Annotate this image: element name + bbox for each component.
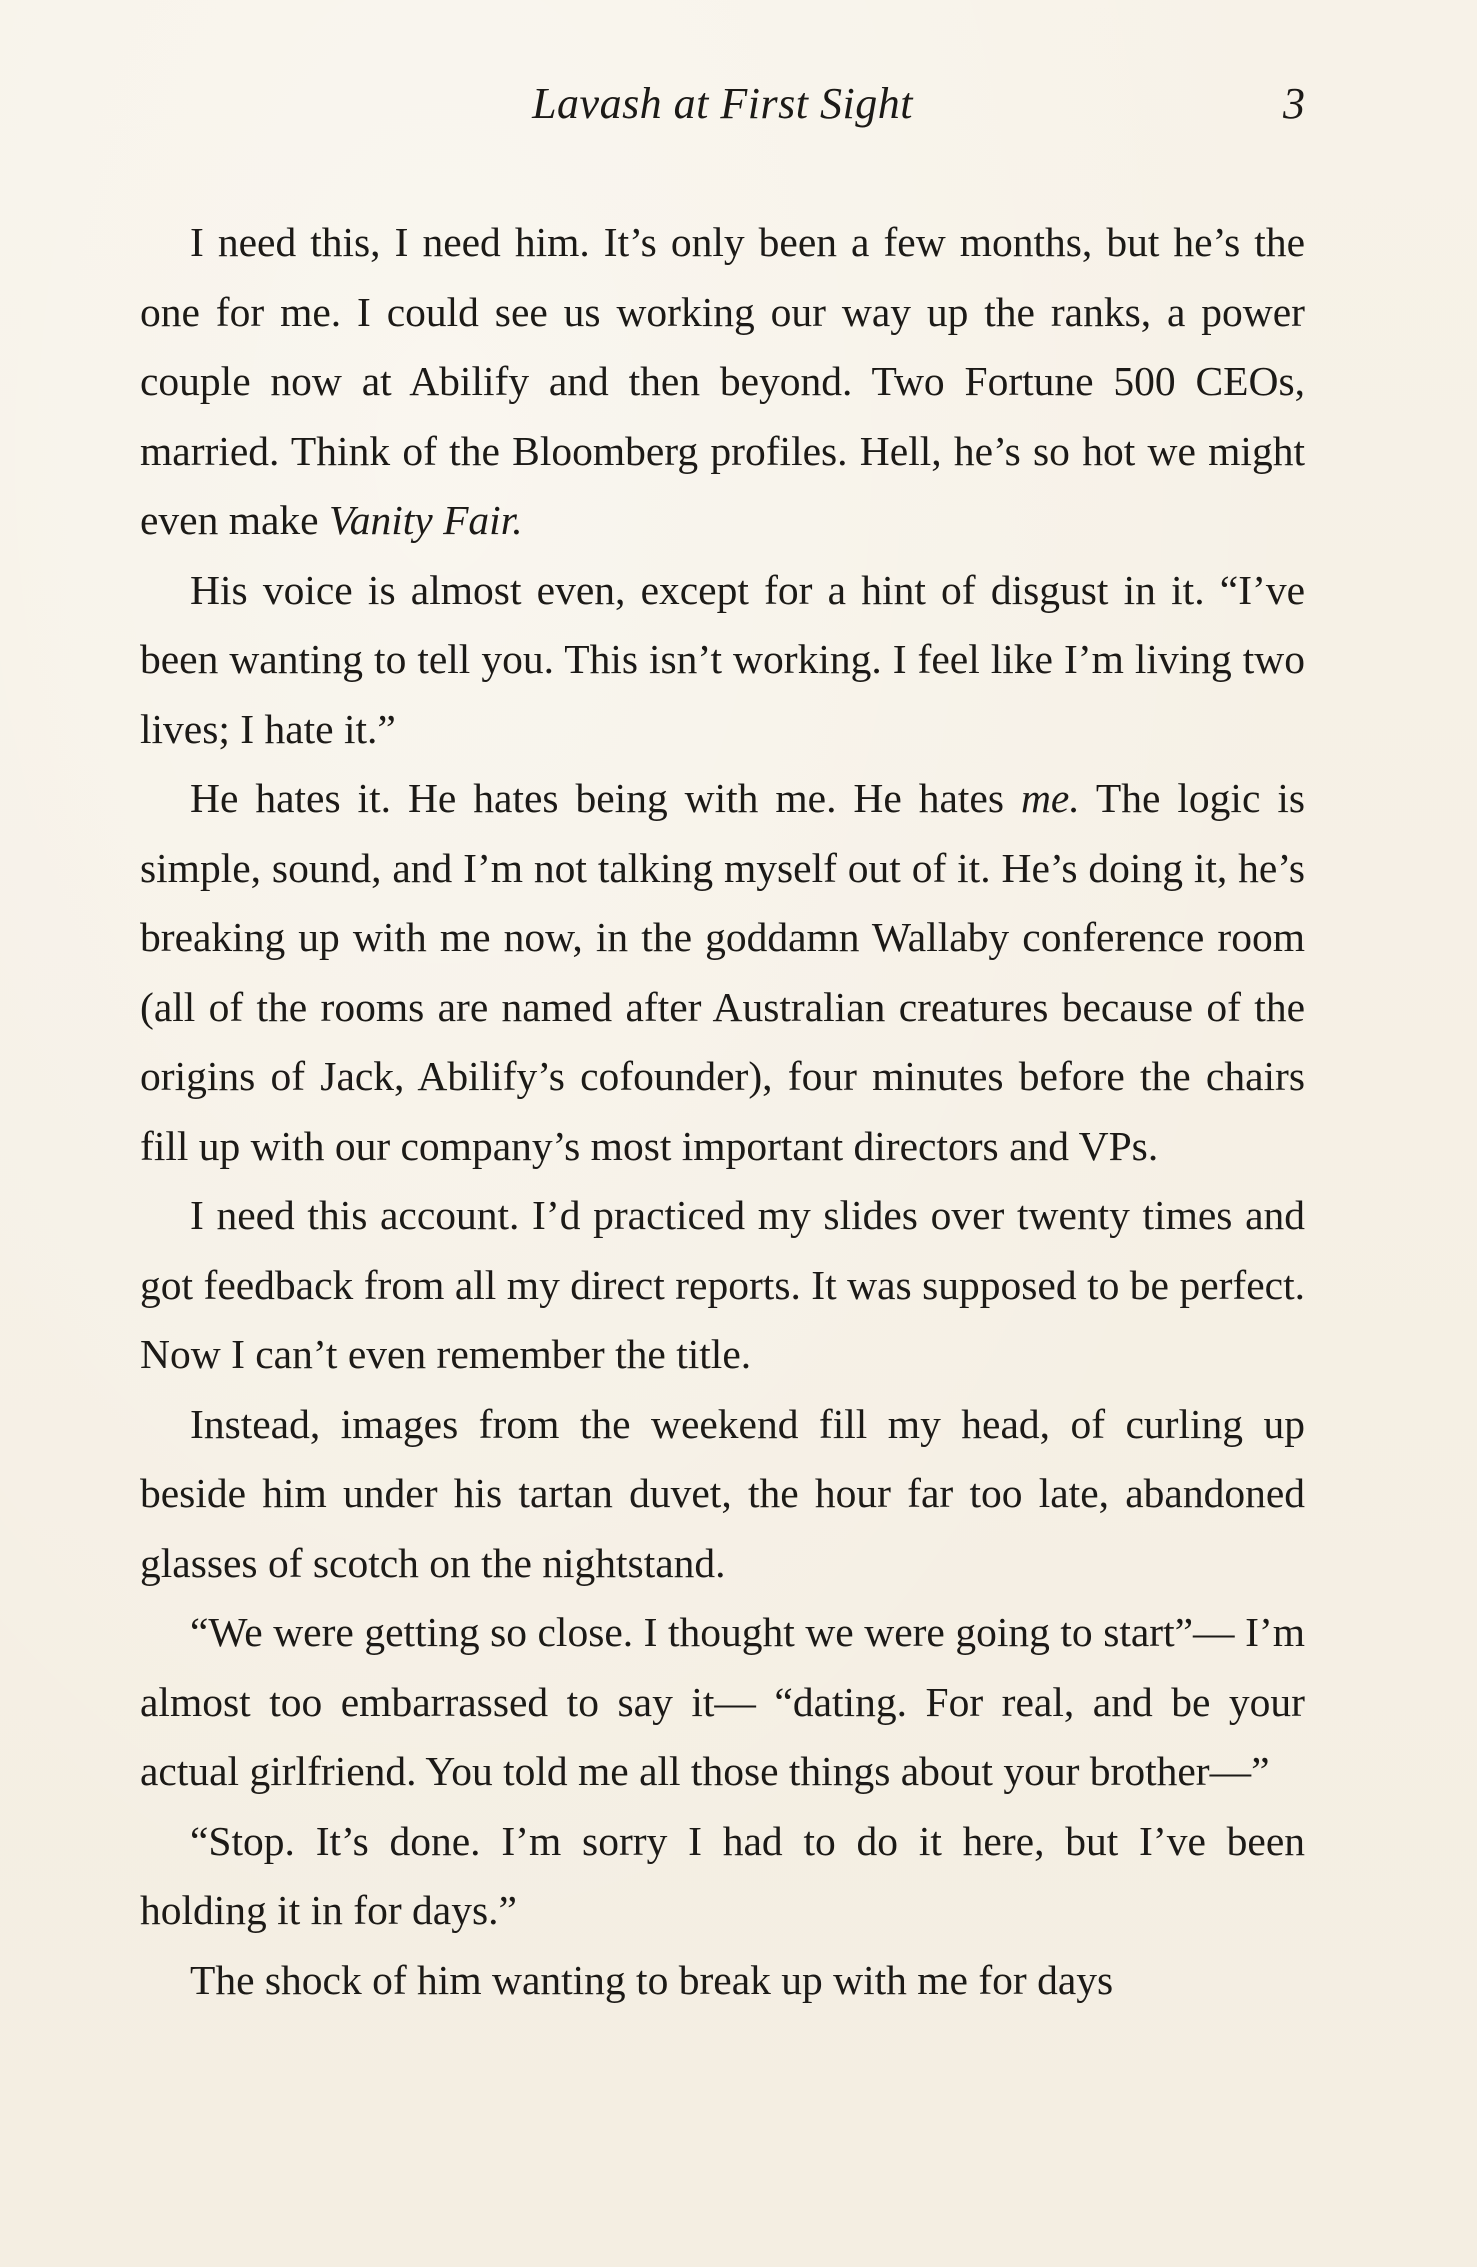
book-title: Lavash at First Sight bbox=[532, 79, 913, 128]
paragraph-1: I need this, I need him. It’s only been a few months, but he’s the one for me. I could see us working our way up the ranks, a power couple now at Abilify and then beyond. Two Fortune 500 CEOs, married. Think of the Bloomberg profiles. Hell, he’s so hot we might even make Vanity Fair. bbox=[140, 219, 1305, 543]
paragraph-5: Instead, images from the weekend fill my head, of curling up beside him under his tartan duvet, the hour far too late, abandoned glasses of scotch on the nightstand. bbox=[140, 1400, 1305, 1586]
paragraph-6: “We were getting so close. I thought we were going to start”— I’m almost too embarrassed to say it— “dating. For real, and be your actual girlfriend. You told me all those things about your brother—” bbox=[140, 1609, 1305, 1794]
running-head bbox=[140, 78, 1305, 148]
paragraph-8: The shock of him wanting to break up with me for days bbox=[190, 1956, 1114, 2003]
paragraph-7: “Stop. It’s done. I’m sorry I had to do it here, but I’ve been holding it in for days.” bbox=[140, 1817, 1305, 1933]
paragraph-3: He hates it. He hates being with me. He hates me. The logic is simple, sound, and I’m not talking myself out of it. He’s doing it, he’s breaking up with me now, in the goddamn Wallaby conference room (all of the rooms are named after Australian creatures because of the origins of Jack, Abilify’s cofounder), four minutes before the chairs fill up with our company’s most important directors and VPs. bbox=[140, 775, 1305, 1169]
paragraph-4: I need this account. I’d practiced my slides over twenty times and got feedback from all my direct reports. It was supposed to be perfect. Now I can’t even remember the title. bbox=[140, 1192, 1305, 1377]
page-number: 3 bbox=[1283, 79, 1305, 128]
paragraph-2: His voice is almost even, except for a hint of disgust in it. “I’ve been wanting to tell you. This isn’t working. I feel like I’m living two lives; I hate it.” bbox=[140, 566, 1305, 752]
body-text bbox=[140, 208, 1305, 2015]
